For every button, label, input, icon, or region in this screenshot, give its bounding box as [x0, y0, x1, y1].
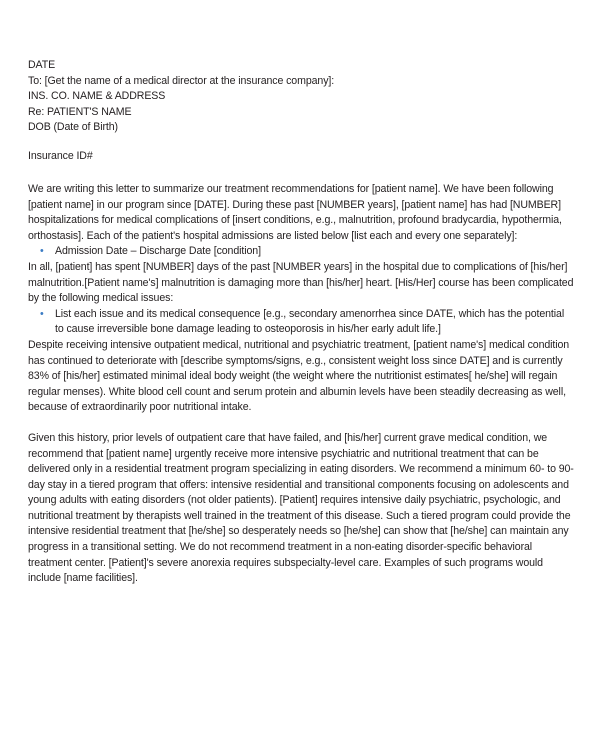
header-line-insurance-id: Insurance ID# — [28, 149, 93, 162]
header-line-date: DATE — [28, 59, 56, 71]
paragraph-recommendation: Given this history, prior levels of outpatient care that have failed, and [his/her] current grave medical condition, we recommend that [patient name] urgently receive more intensive psychiatric and nutritional treatment that can be delivered only in a residential treatment program specializing in eating disorders. We recommend a minimum 60- to 90-day stay in a tiered program that offers: intensive residential and transitional components focusing on adolescents and young adults with eating disorders (not older patients). [Patient] requires intensive daily psychiatric, psychologic, and nutritional treatment by therapists well trained in the treatment of this disease. Such a tiered program could provide the intensive residential treatment that [he/she] so desperately needs so [he/she] can show that [he/she] can maintain any progress in a transitional setting. We do not recommend treatment in a non-eating disorder-specific behavioral treatment center. [Patient]'s severe anorexia requires subspecialty-level care. Examples of such programs would include [name facilities]. — [28, 431, 574, 585]
header-line-company-address: INS. CO. NAME & ADDRESS — [28, 90, 166, 102]
bullet-icon: • — [40, 307, 44, 320]
paragraph-hospital-days: In all, [patient] has spent [NUMBER] days of the past [NUMBER years] in the hospital due to complications of [his/her] malnutrition.[Patient name's] malnutrition is damaging more than [his/her] heart. [His/Her] course has been complicated by the following medical issues: — [28, 260, 574, 305]
paragraph-deterioration: Despite receiving intensive outpatient medical, nutritional and psychiatric treatment, [patient name's] medical condition has continued to deteriorate with [describe symptoms/signs, e.g., consistent weight loss since DATE] and is currently 83% of [his/her] estimated minimal ideal body weight (the weight where the nutritionist estimates[ he/she] will regain regular menses). White blood cell count and serum protein and albumin levels have been steadily decreasing as well, because of extraordinarily poor nutritional intake. — [28, 338, 570, 414]
bullet-text-medical-issues: List each issue and its medical consequence [e.g., secondary amenorrhea since DATE, which has the potential to cause irreversible bone damage leading to osteoporosis in his/her early adult life.] — [55, 307, 565, 336]
header-line-to: To: [Get the name of a medical director at the insurance company]: — [28, 74, 335, 87]
letter-header — [28, 58, 574, 164]
bullet-icon: • — [40, 245, 44, 258]
bullet-item-medical-issues — [28, 307, 574, 338]
bullet-text-admission: Admission Date – Discharge Date [condition] — [55, 245, 261, 258]
bullet-item-admission-dates — [28, 244, 574, 260]
header-line-dob: DOB (Date of Birth) — [28, 121, 118, 133]
paragraph-intro: We are writing this letter to summarize our treatment recommendations for [patient name]. We have been following [patient name] in our program since [DATE]. During these past [NUMBER years], [patient name] has had [NUMBER] hospitalizations for medical complications of [insert conditions, e.g., malnutrition, profound bradycardia, hypothermia, orthostasis]. Each of the patient's hospital admissions are listed below [list each and every one separately]: — [28, 183, 562, 242]
header-line-re-patient-name: Re: PATIENT'S NAME — [28, 105, 132, 118]
letter-body — [28, 182, 574, 587]
